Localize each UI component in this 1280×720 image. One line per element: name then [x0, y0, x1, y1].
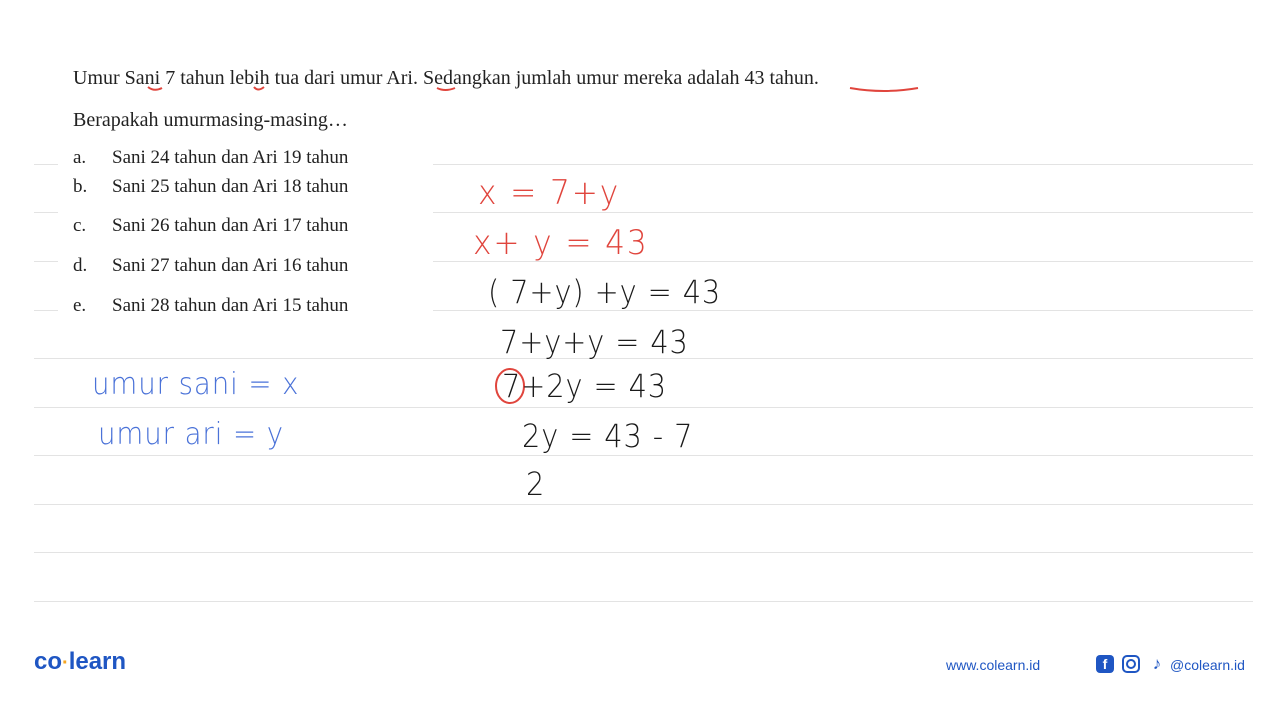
- question-line-1: Umur Sani 7 tahun lebih tua dari umur Ari. Sedangkan jumlah umur mereka adalah 43 tahun.: [73, 67, 819, 89]
- social-handle[interactable]: @colearn.id: [1170, 657, 1245, 673]
- handwritten-step-4: 2y = 43 - 7: [522, 417, 694, 455]
- handwritten-step-2: 7+y+y = 43: [500, 323, 689, 361]
- option-text: Sani 25 tahun dan Ari 18 tahun: [112, 176, 349, 197]
- brand-right: learn: [68, 648, 127, 675]
- footer-url[interactable]: www.colearn.id: [946, 657, 1041, 673]
- handwritten-equation-2: x+ y = 43: [473, 223, 649, 263]
- handwritten-define-x: umur sani = x: [92, 367, 300, 402]
- handwritten-step-1: ( 7+y) +y = 43: [488, 273, 722, 311]
- handwritten-step-5: 2: [526, 465, 546, 503]
- option-letter: b.: [73, 176, 88, 197]
- option-letter: e.: [73, 295, 87, 316]
- instagram-icon[interactable]: [1122, 655, 1140, 673]
- option-text: Sani 26 tahun dan Ari 17 tahun: [112, 215, 349, 236]
- handwritten-step-3: 7+2y = 43: [502, 367, 668, 405]
- option-text: Sani 24 tahun dan Ari 19 tahun: [112, 147, 349, 168]
- option-text: Sani 28 tahun dan Ari 15 tahun: [112, 295, 349, 316]
- handwritten-equation-1: x = 7+y: [478, 173, 621, 213]
- brand-left: co: [34, 648, 63, 675]
- question-line-2: Berapakah umurmasing-masing…: [73, 109, 348, 131]
- colearn-logo: [34, 648, 126, 676]
- tiktok-icon[interactable]: ♪: [1152, 654, 1162, 673]
- option-letter: a.: [73, 147, 87, 168]
- option-text: Sani 27 tahun dan Ari 16 tahun: [112, 255, 349, 276]
- facebook-icon[interactable]: f: [1096, 655, 1114, 673]
- handwritten-define-y: umur ari = y: [98, 417, 284, 452]
- option-letter: c.: [73, 215, 87, 236]
- brand-dot: ·: [62, 652, 69, 674]
- option-letter: d.: [73, 255, 88, 276]
